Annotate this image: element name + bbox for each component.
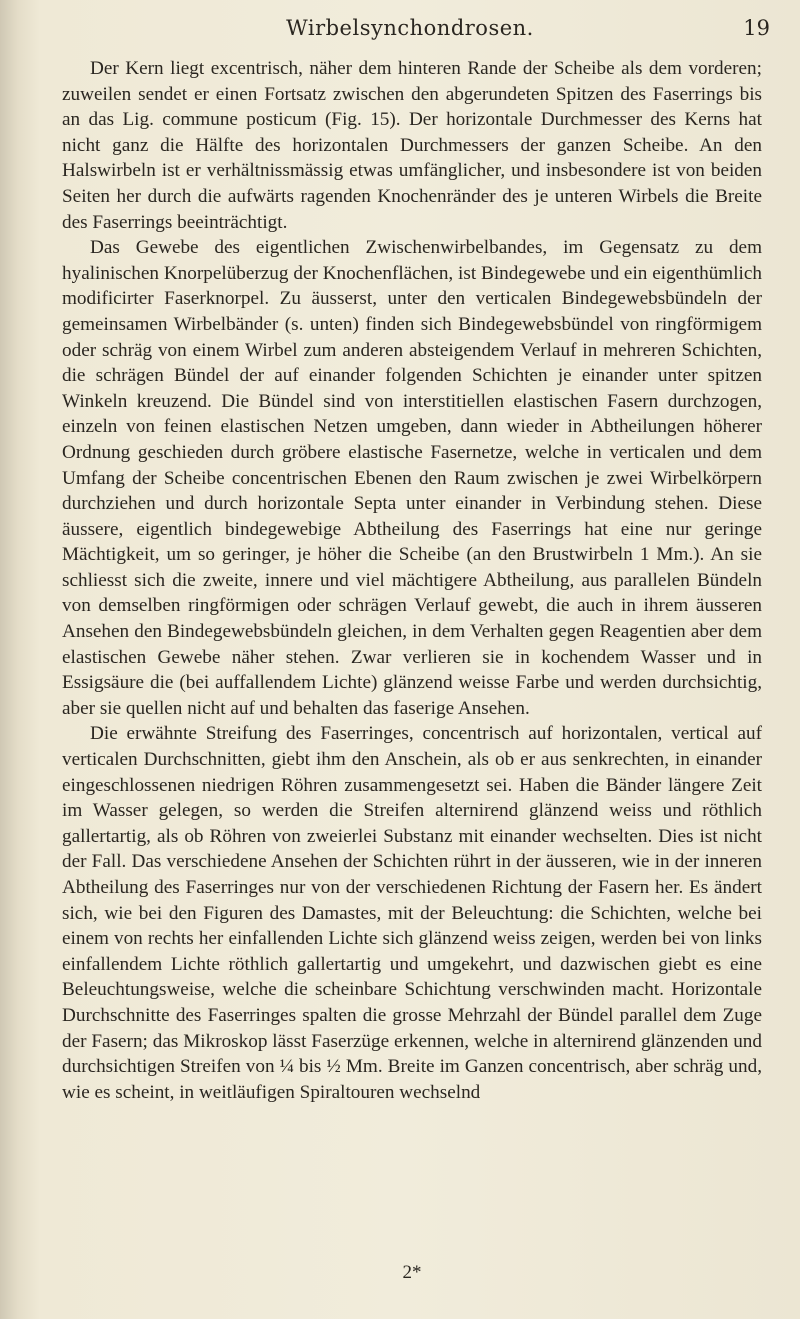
page-header — [40, 12, 780, 48]
paragraph-3: Die erwähnte Streifung des Faserringes, concentrisch auf horizontalen, vertical auf verticalen Durchschnitten, giebt ihm den Anschein, als ob er aus senkrechten, in einander eingeschlossenen niedrigen Röhren zusammengesetzt sei. Haben die Bänder längere Zeit im Wasser gelegen, so werden die Streifen alternirend glänzend weiss und röthlich gallertartig, als ob Röhren von zweierlei Substanz mit einander wechselten. Dies ist nicht der Fall. Das verschiedene Ansehen der Schichten rührt in der äusseren, wie in der inneren Abtheilung des Faserringes nur von der verschiedenen Richtung der Fasern her. Es ändert sich, wie bei den Figuren des Damastes, mit der Beleuchtung: die Schichten, welche bei einem von rechts her einfallenden Lichte sich glänzend weiss zeigen, werden bei von links einfallendem Lichte röthlich gallertartig und umgekehrt, und dazwischen giebt es eine Beleuchtungsweise, welche die scheinbare Schichtung verschwinden macht. Horizontale Durchschnitte des Faserringes spalten die grosse Mehrzahl der Bündel parallel dem Zuge der Fasern; das Mikroskop lässt Faserzüge erkennen, welche in alternirend glänzenden und durchsichtigen Streifen von ¼ bis ½ Mm. Breite im Ganzen concentrisch, aber schräg und, wie es scheint, in weitläufigen Spiraltouren wechselnd — [62, 723, 762, 1103]
running-head: Wirbelsynchondrosen. — [286, 16, 534, 40]
page-number: 19 — [743, 16, 770, 40]
body-text — [62, 56, 762, 1105]
paragraph-1: Der Kern liegt excentrisch, näher dem hinteren Rande der Scheibe als dem vorderen; zuweilen sendet er einen Fortsatz zwischen den abgerundeten Spitzen des Faserrings bis an das Lig. commune posticum (Fig. 15). Der horizontale Durchmesser des Kerns hat nicht ganz die Hälfte des horizontalen Durchmessers der ganzen Scheibe. An den Halswirbeln ist er verhältnissmässig etwas umfänglicher, und insbesondere ist von beiden Seiten her durch die aufwärts ragenden Knochenränder des je unteren Wirbels die Breite des Faserrings beeinträchtigt. — [62, 58, 762, 233]
sheet-signature: 2* — [402, 1262, 422, 1283]
paragraph-2: Das Gewebe des eigentlichen Zwischenwirbelbandes, im Gegensatz zu dem hyalinischen Knorpelüberzug der Knochenflächen, ist Bindegewebe und ein eigenthümlich modificirter Faserknorpel. Zu äusserst, unter den verticalen Bindegewebsbündeln der gemeinsamen Wirbelbänder (s. unten) finden sich Bindegewebsbündel von ringförmigem oder schräg von einem Wirbel zum anderen absteigendem Verlauf in mehreren Schichten, die schrägen Bündel der auf einander folgenden Schichten je einander unter spitzen Winkeln kreuzend. Die Bündel sind von interstitiellen elastischen Fasern durchzogen, einzeln von feinen elastischen Netzen umgeben, dann wieder in Abtheilungen höherer Ordnung geschieden durch gröbere elastische Fasernetze, welche in verticalen und dem Umfang der Scheibe concentrischen Ebenen den Raum zwischen je zwei Wirbelkörpern durchziehen und durch horizontale Septa unter einander in Verbindung stehen. Diese äussere, eigentlich bindegewebige Abtheilung des Faserrings hat eine nur geringe Mächtigkeit, um so geringer, je höher die Scheibe (an den Brustwirbeln 1 Mm.). An sie schliesst sich die zweite, innere und viel mächtigere Abtheilung, aus parallelen Bündeln von demselben ringförmigen oder schrägen Verlauf gewebt, die auch in ihrem äusseren Ansehen den Bindegewebsbündeln gleichen, in dem Verhalten gegen Reagentien aber dem elastischen Gewebe näher stehen. Zwar verlieren sie in kochendem Wasser und in Essigsäure die (bei auffallendem Lichte) glänzend weisse Farbe und werden durchsichtig, aber sie quellen nicht auf und behalten das faserige Ansehen. — [62, 237, 762, 719]
